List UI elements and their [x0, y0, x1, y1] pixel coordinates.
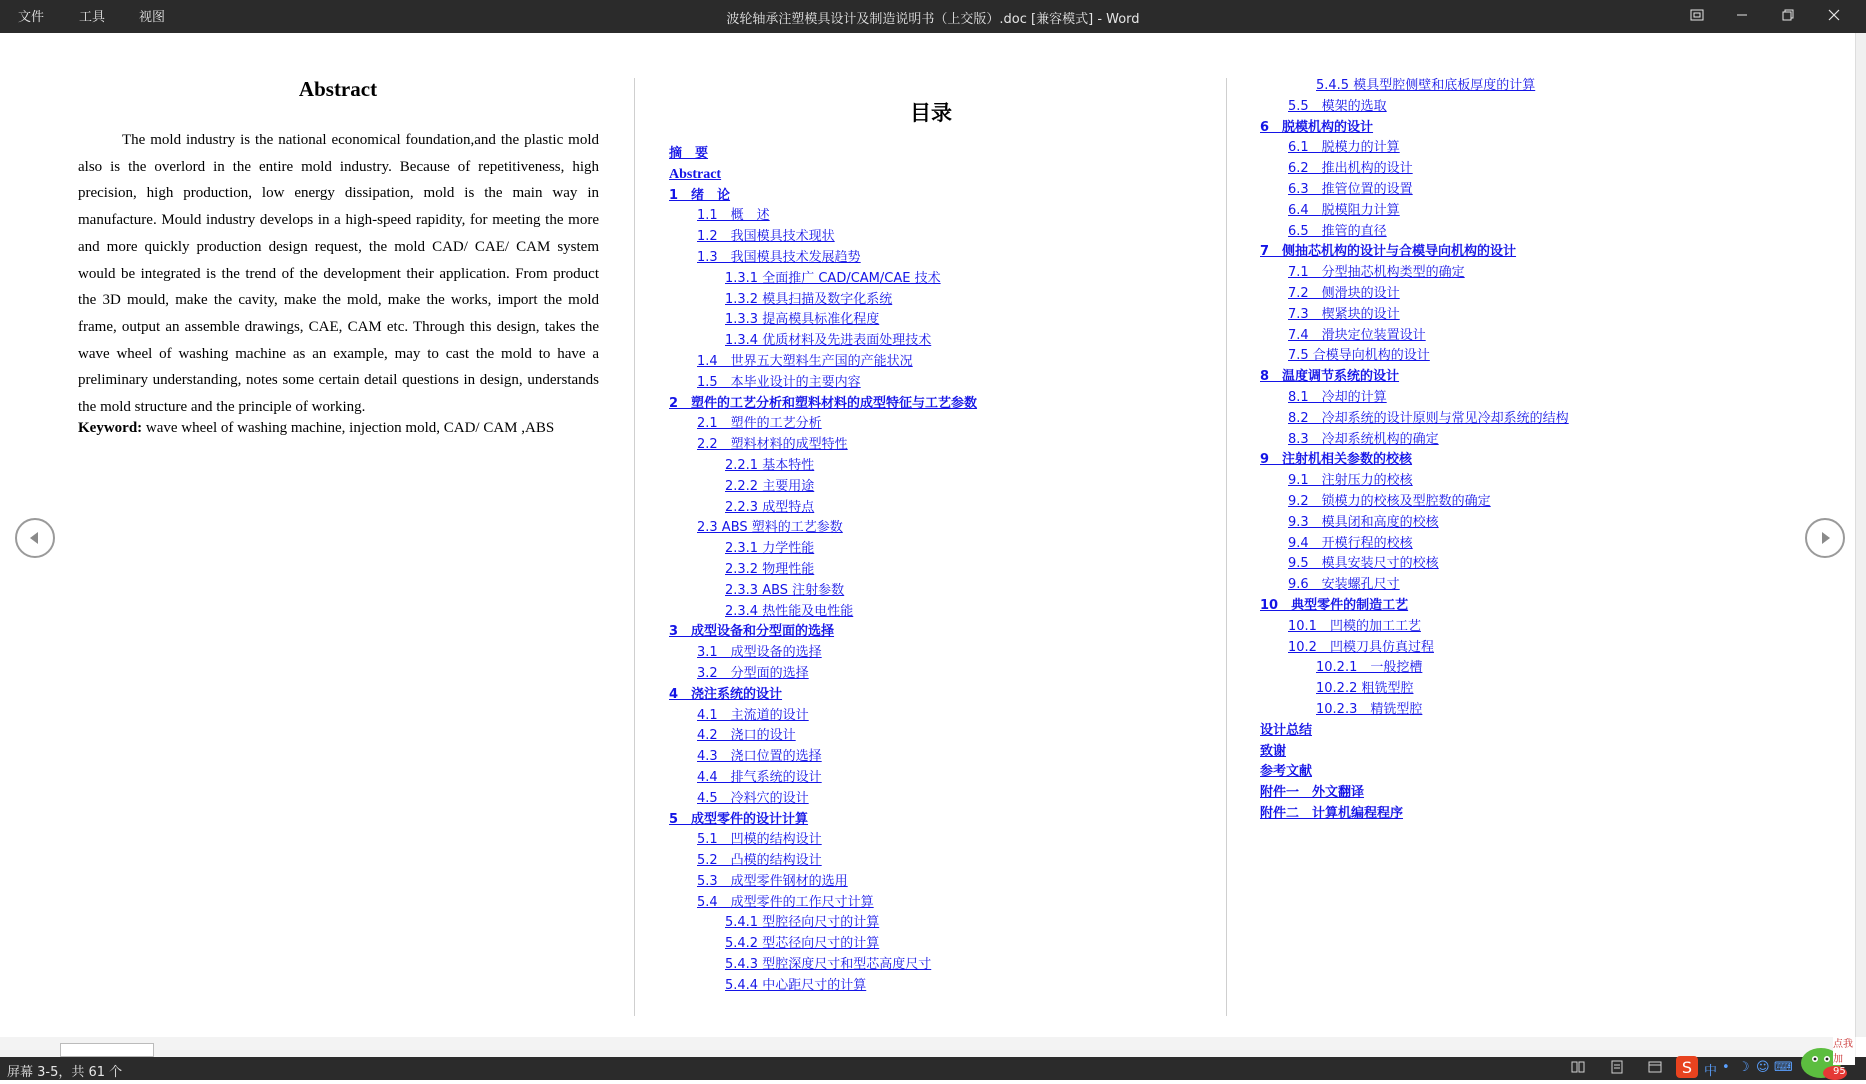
- status-bar: [0, 1057, 1866, 1080]
- toc-entry[interactable]: 8 温度调节系统的设计: [1260, 369, 1400, 385]
- toc-entry[interactable]: 5.4.3 型腔深度尺寸和型芯高度尺寸: [725, 957, 932, 973]
- toc-entry[interactable]: 7.3 楔紧块的设计: [1288, 306, 1400, 322]
- toc-entry[interactable]: 9.2 锁模力的校核及型腔数的确定: [1288, 493, 1491, 509]
- toc-entry[interactable]: 1.2 我国模具技术现状: [697, 229, 835, 245]
- toc-entry[interactable]: 5.1 凹模的结构设计: [697, 832, 822, 848]
- toc-entry[interactable]: 4.1 主流道的设计: [697, 707, 809, 723]
- toc-entry[interactable]: 10.1 凹模的加工工艺: [1288, 618, 1421, 634]
- title-bar: [0, 0, 1866, 33]
- keyword-label: Keyword:: [78, 420, 143, 436]
- toc-entry[interactable]: 2.3.2 物理性能: [725, 561, 815, 577]
- next-page-button[interactable]: [1805, 518, 1845, 558]
- toc-entry[interactable]: 1.1 概 述: [697, 208, 770, 224]
- ime-hint-label: 点我加: [1833, 1035, 1855, 1065]
- restore-icon[interactable]: [1773, 4, 1803, 28]
- toc-entry[interactable]: 2.2.1 基本特性: [725, 457, 815, 473]
- toc-entry[interactable]: 9.5 模具安装尺寸的校核: [1288, 556, 1439, 572]
- read-mode-icon[interactable]: [1571, 1060, 1585, 1078]
- toc-entry[interactable]: 致谢: [1260, 743, 1287, 759]
- toc-entry[interactable]: 4.4 排气系统的设计: [697, 769, 822, 785]
- toc-entry[interactable]: 10.2.2 粗铣型腔: [1316, 681, 1414, 697]
- page-divider: [1226, 78, 1227, 1016]
- toc-entry[interactable]: 3.2 分型面的选择: [697, 665, 809, 681]
- toc-entry[interactable]: 10.2.1 一般挖槽: [1316, 660, 1423, 676]
- toc-entry[interactable]: 7 侧抽芯机构的设计与合模导向机构的设计: [1260, 244, 1517, 260]
- toc-entry[interactable]: 4.2 浇口的设计: [697, 728, 796, 744]
- toc-entry[interactable]: 3 成型设备和分型面的选择: [669, 624, 835, 640]
- toc-entry[interactable]: 5.4.1 型腔径向尺寸的计算: [725, 915, 880, 931]
- toc-entry[interactable]: 8.3 冷却系统机构的确定: [1288, 431, 1439, 447]
- toc-entry[interactable]: 8.2 冷却系统的设计原则与常见冷却系统的结构: [1288, 410, 1569, 426]
- toc-entry[interactable]: 1 绪 论: [669, 187, 731, 203]
- toc-entry[interactable]: 9.1 注射压力的校核: [1288, 473, 1413, 489]
- toc-entry[interactable]: 5.5 模架的选取: [1288, 98, 1387, 114]
- horizontal-scroll-thumb[interactable]: [60, 1043, 154, 1057]
- toc-entry[interactable]: 5.4 成型零件的工作尺寸计算: [697, 894, 874, 910]
- toc-entry[interactable]: 5.4.5 模具型腔侧壁和底板厚度的计算: [1316, 78, 1536, 93]
- toc-entry[interactable]: 1.4 世界五大塑料生产国的产能状况: [697, 353, 913, 369]
- page-status: 屏幕 3-5，共 61 个: [7, 1065, 123, 1080]
- keyword-text: wave wheel of washing machine, injection mold, CAD/ CAM ,ABS: [142, 420, 555, 436]
- toc-entry[interactable]: 2.2.2 主要用途: [725, 478, 815, 494]
- sogou-ime-icon[interactable]: [1675, 1055, 1699, 1083]
- toc-entry[interactable]: 7.4 滑块定位装置设计: [1288, 327, 1426, 343]
- ime-punct-icon[interactable]: •: [1722, 1060, 1730, 1075]
- toc-entry[interactable]: 参考文献: [1260, 764, 1313, 780]
- svg-text:S: S: [1681, 1058, 1693, 1077]
- toc-entry[interactable]: Abstract: [669, 166, 722, 182]
- toc-entry[interactable]: 附件一 外文翻译: [1260, 785, 1365, 801]
- toc-entry[interactable]: 10.2 凹模刀具仿真过程: [1288, 639, 1434, 655]
- toc-entry[interactable]: 2.3.3 ABS 注射参数: [725, 582, 845, 598]
- toc-entry[interactable]: 2.3.1 力学性能: [725, 541, 815, 557]
- toc-entry[interactable]: 9 注射机相关参数的校核: [1260, 452, 1413, 468]
- score-badge: 95: [1833, 1066, 1846, 1077]
- toc-entry[interactable]: 摘 要: [669, 146, 709, 161]
- toc-entry[interactable]: 9.4 开模行程的校核: [1288, 535, 1413, 551]
- menu-tools[interactable]: 工具: [79, 10, 106, 25]
- toc-entry[interactable]: 5 成型零件的设计计算: [669, 811, 809, 827]
- toc-entry[interactable]: 4 浇注系统的设计: [669, 686, 783, 702]
- document-title: 波轮轴承注塑模具设计及制造说明书（上交版）.doc [兼容模式] - Word: [726, 12, 1140, 27]
- toc-entry[interactable]: 10 典型零件的制造工艺: [1260, 597, 1409, 613]
- page-divider: [634, 78, 635, 1016]
- toc-entry[interactable]: 2.2 塑料材料的成型特性: [697, 437, 848, 453]
- toc-column-1: [669, 144, 977, 997]
- web-layout-icon[interactable]: [1648, 1060, 1662, 1078]
- toc-entry[interactable]: 6.4 脱模阻力计算: [1288, 202, 1400, 218]
- ime-keyboard-icon[interactable]: ⌨: [1774, 1060, 1793, 1075]
- toc-entry[interactable]: 9.6 安装螺孔尺寸: [1288, 577, 1400, 593]
- toc-entry[interactable]: 1.3 我国模具技术发展趋势: [697, 249, 861, 265]
- abstract-title: Abstract: [298, 77, 378, 101]
- fit-icon[interactable]: [1682, 4, 1712, 28]
- abstract-keywords: [78, 420, 599, 437]
- close-icon[interactable]: [1819, 4, 1849, 28]
- toc-entry[interactable]: 1.5 本毕业设计的主要内容: [697, 374, 861, 390]
- toc-entry[interactable]: 7.5 合模导向机构的设计: [1288, 348, 1430, 364]
- toc-entry[interactable]: 6.2 推出机构的设计: [1288, 161, 1413, 177]
- toc-entry[interactable]: 7.1 分型抽芯机构类型的确定: [1288, 265, 1465, 281]
- toc-entry[interactable]: 设计总结: [1260, 722, 1313, 738]
- toc-entry[interactable]: 1.3.1 全面推广 CAD/CAM/CAE 技术: [725, 270, 941, 286]
- toc-title: 目录: [910, 101, 952, 125]
- toc-entry[interactable]: 1.3.3 提高模具标准化程度: [725, 312, 880, 328]
- toc-entry[interactable]: 5.4.4 中心距尺寸的计算: [725, 977, 867, 993]
- minimize-icon[interactable]: [1727, 4, 1757, 28]
- abstract-body: The mold industry is the national economical foundation,and the plastic mold also is the overlord in the entire mold industry. Because of repetitiveness, high precision, high production, low energy dissipation, mold is the main way in manufacture. Mould industry develops in a high-speed rapidity, for meeting the more and more quickly production design request, the mold CAD/ CAE/ CAM system would be integrated is the trend of the development their application. From product the 3D mould, make the cavity, make the mold, make the works, import the mold frame, output an assemble drawings, CAE, CAM etc. Through this design, takes the wave wheel of washing machine as an example, may to cast the mold to have a preliminary understanding, notes some certain detail questions in design, understands the mold structure and the principle of working.: [78, 132, 599, 416]
- toc-entry[interactable]: 附件二 计算机编程程序: [1260, 805, 1404, 821]
- toc-entry[interactable]: 8.1 冷却的计算: [1288, 389, 1387, 405]
- ime-emoji-icon[interactable]: ☺: [1756, 1060, 1770, 1075]
- toc-entry[interactable]: 2.2.3 成型特点: [725, 499, 815, 515]
- toc-entry[interactable]: 2 塑件的工艺分析和塑料材料的成型特征与工艺参数: [669, 395, 978, 411]
- toc-entry[interactable]: 7.2 侧滑块的设计: [1288, 285, 1400, 301]
- toc-entry[interactable]: 2.1 塑件的工艺分析: [697, 416, 822, 432]
- previous-page-button[interactable]: [15, 518, 55, 558]
- vertical-scrollbar[interactable]: [1855, 33, 1866, 1037]
- ime-chinese-icon[interactable]: 中: [1704, 1064, 1718, 1079]
- toc-entry[interactable]: 9.3 模具闭和高度的校核: [1288, 514, 1439, 530]
- toc-entry[interactable]: 3.1 成型设备的选择: [697, 645, 822, 661]
- toc-entry[interactable]: 4.5 冷料穴的设计: [697, 790, 809, 806]
- print-layout-icon[interactable]: [1610, 1060, 1624, 1078]
- toc-entry[interactable]: 10.2.3 精铣型腔: [1316, 701, 1423, 717]
- menu-file[interactable]: 文件: [18, 10, 45, 25]
- toc-entry[interactable]: 6.1 脱模力的计算: [1288, 140, 1400, 156]
- ime-mascot[interactable]: [1795, 1035, 1855, 1080]
- toc-entry[interactable]: 4.3 浇口位置的选择: [697, 749, 822, 765]
- toc-entry[interactable]: 1.3.4 优质材料及先进表面处理技术: [725, 333, 932, 349]
- horizontal-scrollbar[interactable]: [0, 1037, 1856, 1057]
- toc-entry[interactable]: 6 脱模机构的设计: [1260, 119, 1374, 135]
- toc-column-2: [1260, 76, 1569, 825]
- toc-entry[interactable]: 2.3 ABS 塑料的工艺参数: [697, 520, 843, 536]
- toc-entry[interactable]: 5.4.2 型芯径向尺寸的计算: [725, 936, 880, 952]
- menu-view[interactable]: 视图: [139, 10, 166, 25]
- toc-entry[interactable]: 5.2 凸模的结构设计: [697, 853, 822, 869]
- toc-entry[interactable]: 6.5 推管的直径: [1288, 223, 1387, 239]
- toc-entry[interactable]: 5.3 成型零件钢材的选用: [697, 873, 848, 889]
- ime-moon-icon[interactable]: ☽: [1738, 1060, 1750, 1075]
- toc-entry[interactable]: 2.3.4 热性能及电性能: [725, 603, 854, 619]
- toc-entry[interactable]: 6.3 推管位置的设置: [1288, 181, 1413, 197]
- toc-entry[interactable]: 1.3.2 模具扫描及数字化系统: [725, 291, 893, 307]
